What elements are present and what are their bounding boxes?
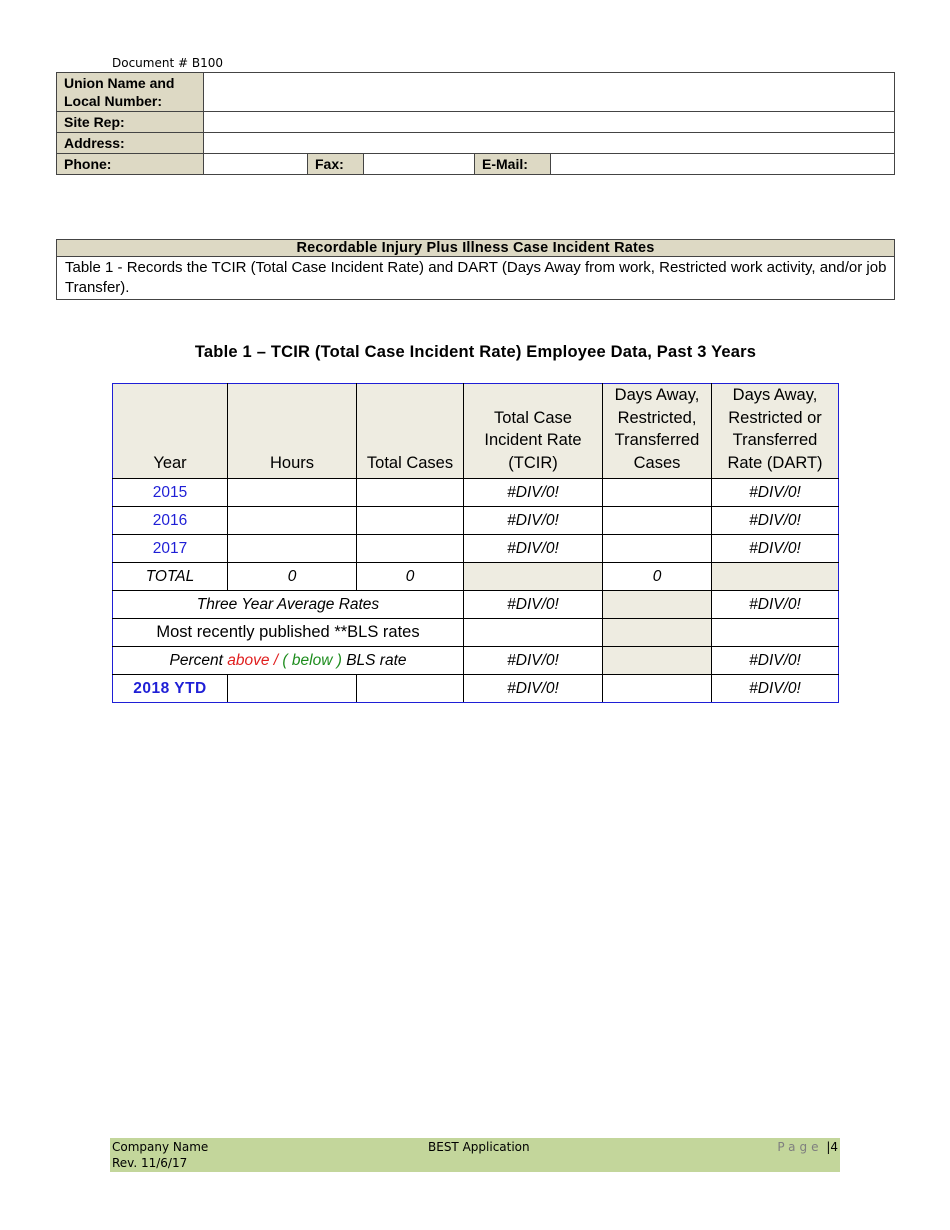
cases-input-cell[interactable]	[357, 507, 464, 535]
table-header-row	[113, 384, 839, 479]
hours-input-cell[interactable]	[228, 507, 357, 535]
ytd-dart: #DIV/0!	[712, 675, 839, 703]
dart-value: #DIV/0!	[712, 535, 839, 563]
footer-company: Company Name	[112, 1140, 209, 1154]
dart-cases-input-cell[interactable]	[603, 479, 712, 507]
fax-label: Fax:	[308, 154, 364, 175]
dart-value: #DIV/0!	[712, 507, 839, 535]
table-row	[113, 479, 839, 507]
average-dart: #DIV/0!	[712, 591, 839, 619]
average-dart-cases-blank	[603, 591, 712, 619]
total-label: TOTAL	[113, 563, 228, 591]
bls-label: Most recently published **BLS rates	[113, 619, 464, 647]
table-title: Table 1 – TCIR (Total Case Incident Rate) Employee Data, Past 3 Years	[194, 343, 757, 361]
dart-value: #DIV/0!	[712, 479, 839, 507]
fax-field[interactable]	[364, 154, 475, 175]
tcir-value: #DIV/0!	[464, 535, 603, 563]
tcir-value: #DIV/0!	[464, 479, 603, 507]
address-field[interactable]	[204, 133, 895, 154]
phone-field[interactable]	[204, 154, 308, 175]
total-tcir-blank	[464, 563, 603, 591]
page-footer	[110, 1138, 840, 1172]
address-label: Address:	[57, 133, 204, 154]
section-box	[56, 239, 895, 300]
ytd-row	[113, 675, 839, 703]
header-dart-rate: Days Away, Restricted or Transferred Rate (DART)	[712, 384, 839, 479]
ytd-dart-cases-input[interactable]	[603, 675, 712, 703]
table-row	[113, 535, 839, 563]
header-dart-cases: Days Away, Restricted, Transferred Cases	[603, 384, 712, 479]
phone-label: Phone:	[57, 154, 204, 175]
percent-dart-cases-blank	[603, 647, 712, 675]
percent-tcir: #DIV/0!	[464, 647, 603, 675]
average-tcir: #DIV/0!	[464, 591, 603, 619]
hours-input-cell[interactable]	[228, 535, 357, 563]
footer-revision: Rev. 11/6/17	[112, 1156, 188, 1170]
site-rep-field[interactable]	[204, 112, 895, 133]
average-label: Three Year Average Rates	[113, 591, 464, 619]
total-dart-cases: 0	[603, 563, 712, 591]
bls-row	[113, 619, 839, 647]
section-heading: Recordable Injury Plus Illness Case Incident Rates	[57, 240, 895, 257]
percent-dart: #DIV/0!	[712, 647, 839, 675]
year-cell: 2016	[113, 507, 228, 535]
total-dart-blank	[712, 563, 839, 591]
bls-tcir-input[interactable]	[464, 619, 603, 647]
dart-cases-input-cell[interactable]	[603, 535, 712, 563]
site-rep-label: Site Rep:	[57, 112, 204, 133]
ytd-label: 2018 YTD	[113, 675, 228, 703]
average-row	[113, 591, 839, 619]
union-name-field[interactable]	[204, 73, 895, 112]
total-cases: 0	[357, 563, 464, 591]
percent-label: Percent above / ( below ) BLS rate	[113, 647, 464, 675]
ytd-cases-input[interactable]	[357, 675, 464, 703]
bls-dart-cases-blank	[603, 619, 712, 647]
total-row	[113, 563, 839, 591]
header-tcir: Total Case Incident Rate (TCIR)	[464, 384, 603, 479]
header-hours: Hours	[228, 384, 357, 479]
ytd-tcir: #DIV/0!	[464, 675, 603, 703]
section-description: Table 1 - Records the TCIR (Total Case Incident Rate) and DART (Days Away from work, Restricted work activity, and/or job Transfer).	[57, 257, 895, 300]
union-name-label: Union Name and Local Number:	[57, 73, 204, 112]
header-total-cases: Total Cases	[357, 384, 464, 479]
footer-title: BEST Application	[428, 1140, 530, 1154]
email-field[interactable]	[551, 154, 895, 175]
cases-input-cell[interactable]	[357, 535, 464, 563]
hours-input-cell[interactable]	[228, 479, 357, 507]
ytd-hours-input[interactable]	[228, 675, 357, 703]
cases-input-cell[interactable]	[357, 479, 464, 507]
header-year: Year	[113, 384, 228, 479]
bls-dart-input[interactable]	[712, 619, 839, 647]
email-label: E-Mail:	[475, 154, 551, 175]
tcir-value: #DIV/0!	[464, 507, 603, 535]
table-row	[113, 507, 839, 535]
tcir-data-table	[112, 383, 839, 703]
percent-row	[113, 647, 839, 675]
footer-page-number: Page |4	[777, 1140, 838, 1154]
dart-cases-input-cell[interactable]	[603, 507, 712, 535]
total-hours: 0	[228, 563, 357, 591]
contact-info-table	[56, 72, 895, 175]
year-cell: 2015	[113, 479, 228, 507]
document-number: Document # B100	[112, 56, 223, 70]
year-cell: 2017	[113, 535, 228, 563]
